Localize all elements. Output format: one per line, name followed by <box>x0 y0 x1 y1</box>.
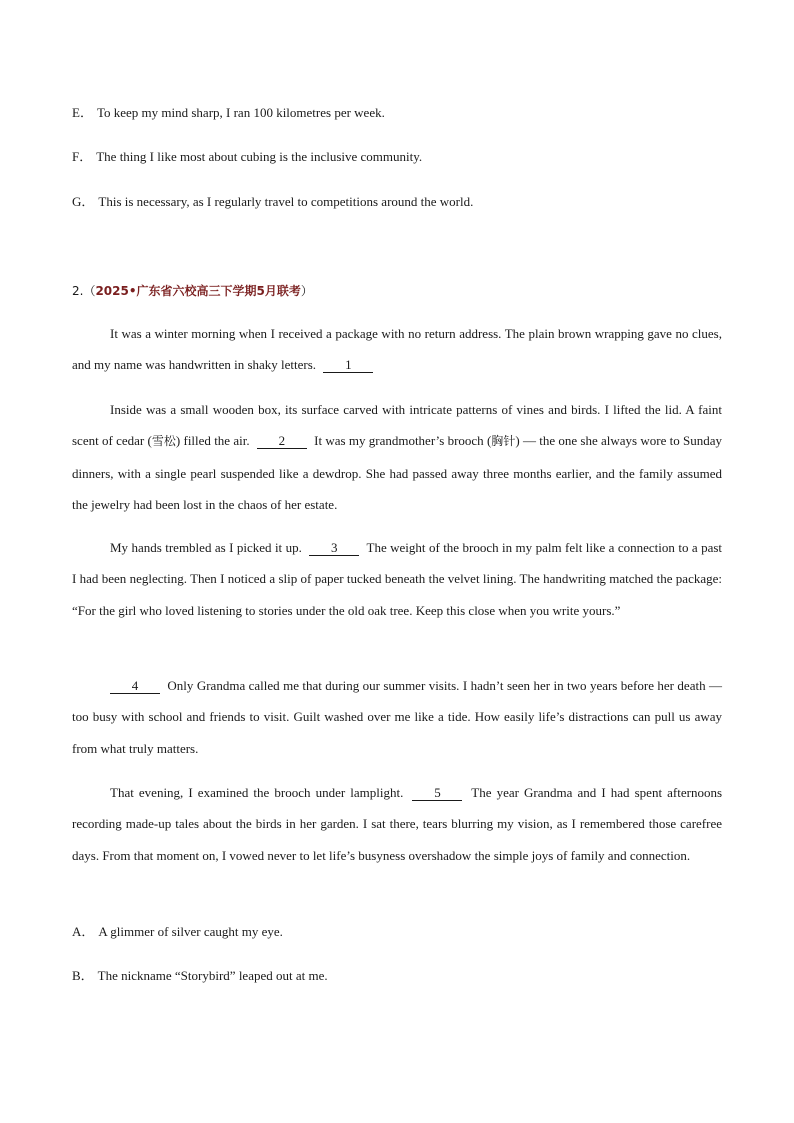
option-text: The nickname “Storybird” leaped out at me. <box>97 968 328 983</box>
answer-blank-2: 2 <box>257 434 307 449</box>
option-letter: B． <box>72 968 94 983</box>
option-g <box>72 193 473 211</box>
question-header <box>72 282 313 299</box>
question-close: ） <box>300 284 313 298</box>
option-a <box>72 923 283 941</box>
passage-paragraph-2 <box>72 394 722 520</box>
passage-paragraph-3 <box>72 532 722 626</box>
option-letter: A． <box>72 924 95 939</box>
option-b <box>72 967 328 985</box>
paragraph-text: Inside was a small wooden box, its surface carved with intricate patterns of vines and birds. I lifted the lid. A faint scent of cedar ( <box>72 402 722 449</box>
paragraph-text: The weight of the brooch in my palm felt like a connection to a past I had been neglecting. Then I noticed a slip of paper tucked beneath the velvet lining. The handwriting matched the package: “For the girl who loved listening to stories under the old oak tree. Keep this close when you write yours.” <box>72 540 723 618</box>
answer-blank-5: 5 <box>412 786 462 801</box>
paragraph-text: Only Grandma called me that during our summer visits. I hadn’t seen her in two years before her death — too busy with school and friends to visit. Guilt washed over me like a tide. How easily life’s distractions can pull us away from what truly matters. <box>72 678 722 756</box>
paragraph-text: It was a winter morning when I received a package with no return address. The plain brown wrapping gave no clues, and my name was handwritten in shaky letters. <box>72 326 722 373</box>
option-letter: G． <box>72 194 95 209</box>
paragraph-text: The year Grandma and I had spent afternoons recording made-up tales about the birds in her garden. I sat there, tears blurring my vision, as I remembered those carefree days. From that moment on, I vowed never to let life’s busyness overshadow the simple joys of family and connection. <box>72 785 723 863</box>
option-text: A glimmer of silver caught my eye. <box>98 924 283 939</box>
paragraph-text: That evening, I examined the brooch under lamplight. <box>110 785 404 800</box>
answer-blank-1: 1 <box>323 358 373 373</box>
chinese-gloss: 雪松 <box>151 434 176 449</box>
answer-blank-4: 4 <box>110 679 160 694</box>
chinese-gloss: 胸针 <box>491 434 516 449</box>
paragraph-text: ) filled the air. <box>175 433 250 449</box>
question-source: 2025•广东省六校高三下学期5月联考 <box>95 284 301 298</box>
option-text: The thing I like most about cubing is the inclusive community. <box>96 149 423 164</box>
passage-paragraph-1 <box>72 318 722 381</box>
option-text: To keep my mind sharp, I ran 100 kilometres per week. <box>96 105 385 120</box>
option-text: This is necessary, as I regularly travel to competitions around the world. <box>98 194 474 209</box>
passage-paragraph-4 <box>72 670 722 764</box>
paragraph-text: My hands trembled as I picked it up. <box>110 540 302 555</box>
option-e <box>72 104 385 122</box>
question-number: 2.（ <box>72 284 96 298</box>
paragraph-text: It was my grandmother’s brooch ( <box>314 433 492 449</box>
option-letter: F． <box>72 149 93 164</box>
option-f <box>72 148 422 166</box>
passage-paragraph-5 <box>72 777 722 871</box>
paragraph-text: ) — the one she always wore to Sunday dinners, with a single pearl suspended like a dewdrop. She had passed away three months earlier, and the family assumed the jewelry had been lost in the chaos of her estate. <box>72 433 723 512</box>
answer-blank-3: 3 <box>309 541 359 556</box>
option-letter: E． <box>72 105 93 120</box>
